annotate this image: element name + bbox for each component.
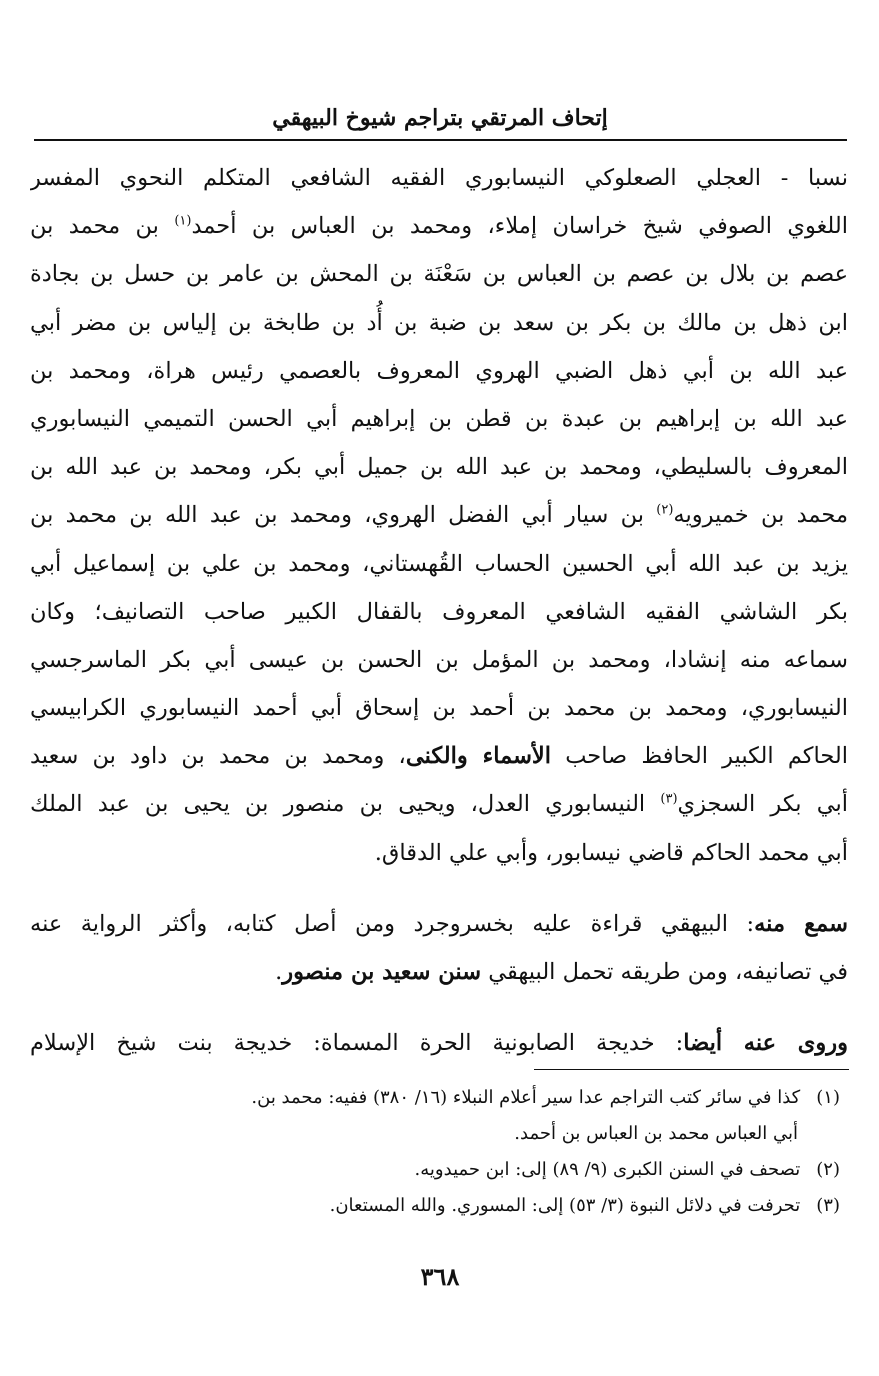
text-line [30, 948, 848, 996]
text-line [30, 202, 848, 250]
footnote [30, 1152, 840, 1188]
footnote-ref: (١) [174, 213, 192, 229]
text-segment: أبي بكر السجزي [677, 791, 848, 818]
text-line: بكر الشاشي الفقيه الشافعي المعروف بالقفال الكبير صاحب التصانيف؛ وكان [30, 598, 848, 625]
text-segment: اللغوي الصوفي شيخ خراسان إملاء، ومحمد بن العباس بن أحمد [191, 213, 848, 240]
footnote-continuation: أبي العباس محمد بن العباس بن أحمد. [514, 1123, 798, 1144]
text-line: سماعه منه إنشادا، ومحمد بن المؤمل بن الحسن بن عيسى أبي بكر الماسرجسي [30, 646, 848, 673]
paragraph-narrated-from [30, 1019, 848, 1067]
text-segment: في تصانيفه، ومن طريقه تحمل البيهقي [481, 959, 848, 985]
section-label: سمع منه [754, 910, 848, 937]
text-line: نسبا - العجلي الصعلوكي النيسابوري الفقيه الشافعي المتكلم النحوي المفسر [30, 165, 848, 191]
page-number: ٣٦٨ [420, 1262, 460, 1291]
footnote-ref: (٢) [656, 502, 674, 518]
text-line: عبد الله بن أبي ذهل الضبي الهروي المعروف بالعصمي رئيس هراة، ومحمد بن [30, 357, 848, 384]
footnote-text: تحرفت في دلائل النبوة (٣/ ٥٣) إلى: المسوري. والله المستعان. [329, 1195, 801, 1216]
text-line [30, 491, 848, 539]
text-segment: . [275, 959, 283, 985]
paragraph-heard-from [30, 900, 848, 996]
text-segment: بن سيار أبي الفضل الهروي، ومحمد بن عبد الله بن محمد بن [30, 502, 657, 529]
footnotes [30, 1080, 840, 1224]
text-line [30, 780, 848, 828]
book-title: سنن سعيد بن منصور [282, 959, 482, 985]
footnote-number: (١) [816, 1087, 840, 1108]
text-line: ابن ذهل بن مالك بن بكر بن سعد بن ضبة بن أُد بن طابخة بن إلياس بن مضر أبي [30, 309, 848, 336]
text-segment: النيسابوري العدل، ويحيى بن منصور بن يحيى بن عبد الملك [30, 791, 661, 818]
text-line [30, 900, 848, 948]
footnote-text: تصحف في السنن الكبرى (٩/ ٨٩) إلى: ابن حميدويه. [414, 1159, 801, 1180]
text-segment: : البيهقي قراءة عليه بخسروجرد ومن أصل كتابه، وأكثر الرواية عنه [30, 910, 755, 937]
running-head-title: إتحاف المرتقي بتراجم شيوخ البيهقي [272, 105, 608, 131]
text-line [30, 1019, 848, 1067]
text-segment: : خديجة الصابونية الحرة المسماة: خديجة بنت شيخ الإسلام [30, 1030, 684, 1057]
text-segment: ، ومحمد بن محمد بن داود بن سعيد [30, 743, 406, 770]
footnote [30, 1188, 840, 1224]
footnote-number: (٢) [816, 1159, 840, 1180]
text-line: يزيد بن عبد الله أبي الحسين الحساب القُهستاني، ومحمد بن علي بن إسماعيل أبي [30, 550, 848, 577]
header-rule [34, 139, 847, 141]
footnote-number: (٣) [816, 1195, 840, 1216]
section-label: وروى عنه أيضا [683, 1030, 848, 1057]
footnote [30, 1080, 840, 1116]
text-line: عصم بن بلال بن عصم بن العباس بن سَعْنَة بن المحش بن عامر بن حسل بن بجادة [30, 261, 848, 288]
text-segment: محمد بن خميرويه [673, 502, 848, 529]
footnote-rule [534, 1069, 849, 1070]
paragraph-teachers [30, 154, 848, 877]
book-title: الأسماء والكنى [405, 743, 552, 770]
footnote-ref: (٣) [660, 791, 678, 807]
text-line: المعروف بالسليطي، ومحمد بن عبد الله بن جميل أبي بكر، ومحمد بن عبد الله بن [30, 454, 848, 481]
paragraph-gap [30, 996, 848, 1019]
main-text [30, 154, 848, 1067]
paragraph-gap [30, 877, 848, 900]
text-line: أبي محمد الحاكم قاضي نيسابور، وأبي علي الدقاق. [374, 839, 848, 866]
text-line: عبد الله بن إبراهيم بن عبدة بن قطن بن إبراهيم أبي الحسن التميمي النيسابوري [30, 405, 848, 432]
footnote-text: كذا في سائر كتب التراجم عدا سير أعلام النبلاء (١٦/ ٣٨٠) ففيه: محمد بن. [251, 1087, 801, 1108]
text-segment: بن محمد بن [30, 213, 175, 240]
text-line [30, 732, 848, 780]
text-line: النيسابوري، ومحمد بن محمد بن أحمد بن إسحاق أبي أحمد النيسابوري الكرابيسي [30, 695, 848, 722]
text-segment: الحاكم الكبير الحافظ صاحب [551, 743, 848, 770]
